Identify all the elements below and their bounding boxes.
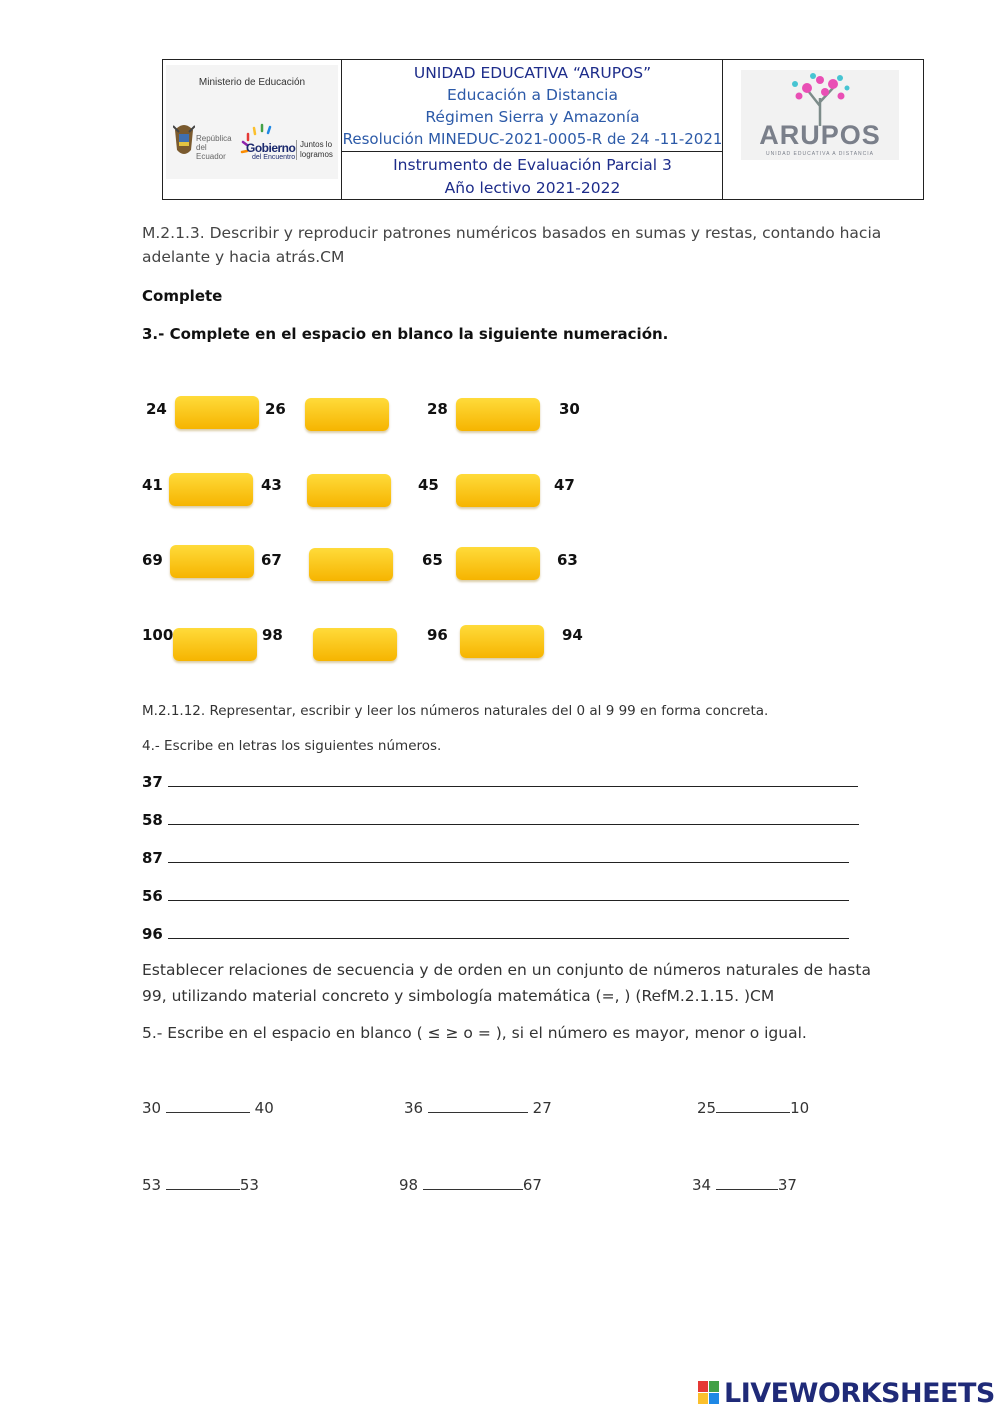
compare-right: 10 bbox=[790, 1099, 810, 1117]
answer-box[interactable] bbox=[170, 545, 254, 578]
compare-item bbox=[692, 1176, 797, 1194]
write-answer-line[interactable] bbox=[168, 925, 849, 939]
write-number: 56 bbox=[142, 887, 163, 905]
resolucion: Resolución MINEDUC-2021-0005-R de 24 -11-2021 bbox=[342, 130, 723, 148]
compare-right: 53 bbox=[239, 1176, 259, 1194]
write-number: 58 bbox=[142, 811, 163, 829]
seq-number: 98 bbox=[262, 626, 283, 644]
header-divider bbox=[342, 151, 723, 152]
ecuador-coat-of-arms-icon bbox=[173, 120, 195, 160]
write-answer-line[interactable] bbox=[168, 773, 858, 787]
compare-blank[interactable] bbox=[166, 1100, 250, 1113]
write-answer-line[interactable] bbox=[168, 811, 859, 825]
header-table bbox=[162, 59, 924, 200]
ministerio-cell bbox=[163, 60, 342, 199]
skill-5-line2: 99, utilizando material concreto y simbología matemática (=, ) (RefM.2.1.15. )CM bbox=[142, 987, 775, 1005]
ministerio-title: Ministerio de Educación bbox=[198, 77, 306, 88]
write-line bbox=[142, 811, 859, 829]
seq-number: 100 bbox=[142, 626, 174, 644]
answer-box[interactable] bbox=[175, 396, 259, 429]
seq-number: 69 bbox=[142, 551, 163, 569]
seq-number: 41 bbox=[142, 476, 163, 494]
skill-5-line1: Establecer relaciones de secuencia y de orden en un conjunto de números naturales de hasta bbox=[142, 961, 871, 979]
school-info-cell bbox=[342, 60, 723, 199]
instrument-title: Instrumento de Evaluación Parcial 3 bbox=[393, 156, 672, 174]
seq-number: 26 bbox=[265, 400, 286, 418]
compare-right: 67 bbox=[522, 1176, 542, 1194]
question-4: 4.- Escribe en letras los siguientes números. bbox=[142, 738, 442, 754]
liveworksheets-brand[interactable]: LIVEWORKSHEETS bbox=[724, 1378, 995, 1409]
question-5: 5.- Escribe en el espacio en blanco ( ≤ ≥ o = ), si el número es mayor, menor o igual. bbox=[142, 1024, 807, 1042]
answer-box[interactable] bbox=[169, 473, 253, 506]
write-answer-line[interactable] bbox=[168, 849, 849, 863]
answer-box[interactable] bbox=[313, 628, 397, 661]
compare-item bbox=[399, 1176, 542, 1194]
compare-blank[interactable] bbox=[716, 1100, 790, 1113]
answer-box[interactable] bbox=[309, 548, 393, 581]
compare-blank[interactable] bbox=[166, 1177, 240, 1190]
compare-blank[interactable] bbox=[423, 1177, 523, 1190]
compare-left: 98 bbox=[399, 1176, 419, 1194]
answer-box[interactable] bbox=[173, 628, 257, 661]
school-year: Año lectivo 2021-2022 bbox=[444, 179, 621, 197]
compare-left: 25 bbox=[697, 1099, 717, 1117]
compare-right: 27 bbox=[532, 1099, 552, 1117]
answer-box[interactable] bbox=[305, 398, 389, 431]
seq-number: 94 bbox=[562, 626, 583, 644]
compare-item bbox=[142, 1099, 274, 1117]
compare-left: 30 bbox=[142, 1099, 162, 1117]
skill-4: M.2.1.12. Representar, escribir y leer los números naturales del 0 al 9 99 en forma concreta. bbox=[142, 703, 769, 719]
modality: Educación a Distancia bbox=[446, 86, 618, 104]
skill-3-line2: adelante y hacia atrás.CM bbox=[142, 248, 345, 266]
answer-box[interactable] bbox=[460, 625, 544, 658]
ministerio-logo bbox=[166, 65, 338, 179]
write-answer-line[interactable] bbox=[168, 887, 849, 901]
seq-number: 24 bbox=[146, 400, 167, 418]
compare-left: 53 bbox=[142, 1176, 162, 1194]
write-line bbox=[142, 773, 858, 791]
question-3: 3.- Complete en el espacio en blanco la siguiente numeración. bbox=[142, 325, 669, 343]
tree-flowers-icon bbox=[785, 70, 855, 126]
answer-box[interactable] bbox=[456, 474, 540, 507]
gobierno-sub-label: del Encuentro bbox=[252, 154, 296, 161]
seq-number: 28 bbox=[427, 400, 448, 418]
liveworksheets-logo-icon bbox=[698, 1381, 720, 1405]
skill-3-line1: M.2.1.3. Describir y reproducir patrones numéricos basados en sumas y restas, contando hacia bbox=[142, 224, 882, 242]
seq-number: 47 bbox=[554, 476, 575, 494]
seq-number: 67 bbox=[261, 551, 282, 569]
seq-number: 30 bbox=[559, 400, 580, 418]
gobierno-label: Gobierno bbox=[246, 141, 296, 155]
juntos-label: Juntos lo logramos bbox=[296, 140, 340, 160]
write-line bbox=[142, 887, 849, 905]
arupos-logo-name: ARUPOS bbox=[759, 120, 881, 150]
seq-number: 45 bbox=[418, 476, 439, 494]
complete-label: Complete bbox=[142, 287, 223, 305]
seq-number: 43 bbox=[261, 476, 282, 494]
compare-left: 34 bbox=[692, 1176, 712, 1194]
regimen: Régimen Sierra y Amazonía bbox=[425, 108, 640, 126]
seq-number: 65 bbox=[422, 551, 443, 569]
write-number: 37 bbox=[142, 773, 163, 791]
school-name: UNIDAD EDUCATIVA “ARUPOS” bbox=[413, 64, 652, 82]
arupos-logo-cell bbox=[723, 60, 923, 199]
write-number: 96 bbox=[142, 925, 163, 943]
seq-number: 63 bbox=[557, 551, 578, 569]
seq-number: 96 bbox=[427, 626, 448, 644]
write-line bbox=[142, 925, 849, 943]
compare-left: 36 bbox=[404, 1099, 424, 1117]
answer-box[interactable] bbox=[307, 474, 391, 507]
answer-box[interactable] bbox=[456, 398, 540, 431]
compare-item bbox=[697, 1099, 809, 1117]
arupos-logo-sub: UNIDAD EDUCATIVA A DISTANCIA bbox=[765, 151, 874, 157]
compare-blank[interactable] bbox=[716, 1177, 778, 1190]
republica-label: República del Ecuador bbox=[196, 134, 232, 161]
compare-right: 37 bbox=[777, 1176, 797, 1194]
write-number: 87 bbox=[142, 849, 163, 867]
compare-right: 40 bbox=[254, 1099, 274, 1117]
compare-item bbox=[404, 1099, 552, 1117]
compare-item bbox=[142, 1176, 259, 1194]
answer-box[interactable] bbox=[456, 547, 540, 580]
arupos-logo bbox=[741, 70, 899, 160]
compare-blank[interactable] bbox=[428, 1100, 528, 1113]
write-line bbox=[142, 849, 849, 867]
